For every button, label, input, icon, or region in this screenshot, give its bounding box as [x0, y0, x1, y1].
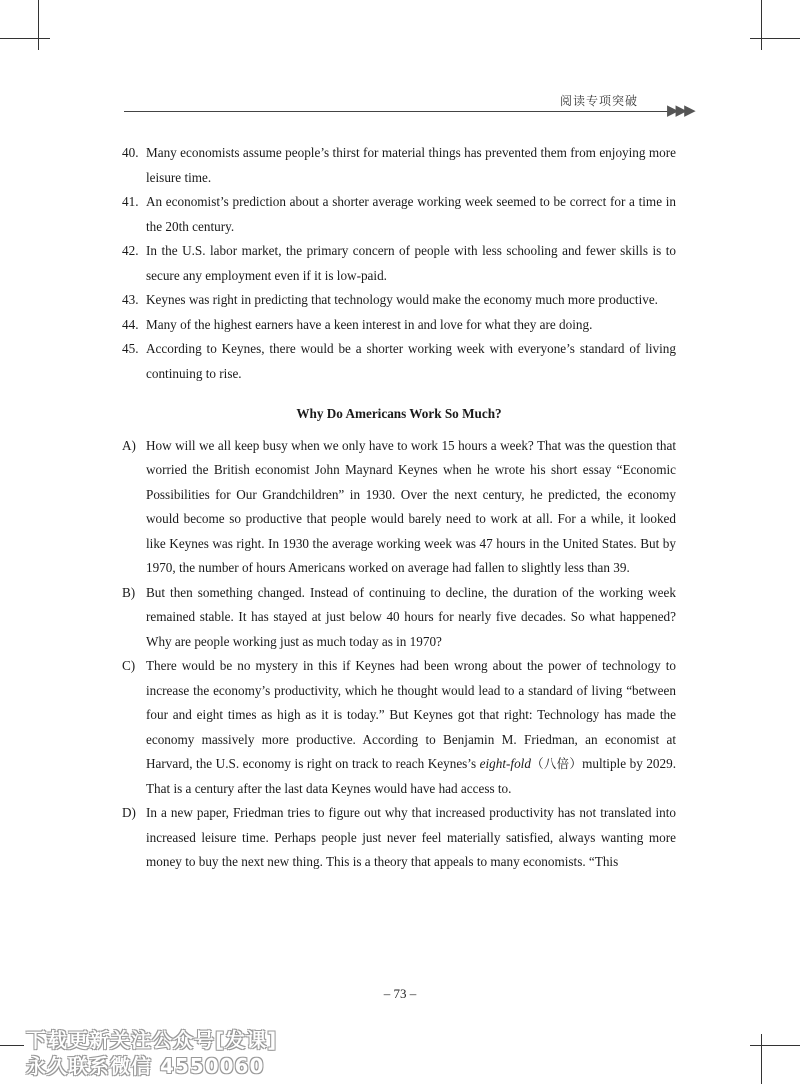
question-item [122, 190, 676, 239]
paragraph-text: There would be no mystery in this if Keynes had been wrong about the power of technology to increase the economy’s productivity, which he thought would lead to a standard of living “between four and eight times as high as it is today.” But Keynes got that right: Technology has made the economy massively more productive. According to Benjamin M. Friedman, an economist at Harvard, the U.S. economy is right on track to reach Keynes’s [146, 658, 676, 771]
article-paragraph-c [122, 654, 676, 801]
crop-mark-bottom-right-v [761, 1034, 762, 1084]
paragraph-text-continued: multiple by 2029. That is a century after the last data Keynes would have had access to. [146, 756, 676, 796]
question-number: 45. [122, 341, 139, 356]
question-text: An economist’s prediction about a shorter average working week seemed to be correct for a time in the 20th century. [146, 194, 676, 234]
paragraph-text: How will we all keep busy when we only have to work 15 hours a week? That was the question that worried the British economist John Maynard Keynes when he wrote his short essay “Economic Possibilities for Our Grandchildren” in 1930. Over the next century, he predicted, the economy would become so productive that people would barely need to work at all. For a while, it looked like Keynes was right. In 1930 the average working week was 47 hours in the United States. But by 1970, the number of hours Americans worked on average had fallen to slightly less than 39. [146, 437, 676, 575]
article-body [122, 434, 676, 875]
question-item [122, 288, 676, 313]
crop-mark-top-left-h [0, 38, 50, 39]
question-text: According to Keynes, there would be a shorter working week with everyone’s standard of living continuing to rise. [146, 341, 676, 381]
question-number: 44. [122, 316, 139, 332]
page-number: – 73 – [383, 986, 417, 1001]
crop-mark-top-right-h [750, 38, 800, 39]
article-paragraph-a [122, 434, 676, 581]
paragraph-label: B) [122, 584, 136, 600]
paragraph-text: In a new paper, Friedman tries to figure out why that increased productivity has not translated into increased leisure time. Perhaps people just never feel materially satisfied, always wanting more money to buy the next new thing. This is a theory that appeals to many economists. “This [146, 805, 676, 869]
chinese-gloss: （八倍） [530, 756, 583, 771]
header-arrows-icon: ▶▶▶ [667, 101, 693, 119]
running-header-rule [124, 111, 670, 112]
paragraph-label: C) [122, 658, 136, 673]
question-item [122, 239, 676, 288]
running-header-label: 阅读专项突破 [560, 94, 639, 108]
crop-mark-top-right-v [761, 0, 762, 50]
question-number: 42. [122, 243, 139, 258]
page-content [122, 141, 676, 875]
watermark-line-2: 永久联系微信 4550060 [26, 1054, 265, 1078]
crop-mark-bottom-left-h [0, 1045, 24, 1046]
question-number: 43. [122, 292, 139, 307]
paragraph-label: D) [122, 805, 136, 820]
italic-term: eight-fold [479, 756, 531, 771]
question-item [122, 141, 676, 190]
question-text: Many economists assume people’s thirst for material things has prevented them from enjoying more leisure time. [146, 145, 676, 185]
question-list [122, 141, 676, 386]
crop-mark-bottom-right-h [750, 1045, 800, 1046]
question-text: Keynes was right in predicting that technology would make the economy much more productive. [146, 292, 658, 307]
crop-mark-top-left-v [38, 0, 39, 50]
paragraph-label: A) [122, 437, 136, 453]
question-number: 41. [122, 194, 139, 209]
question-number: 40. [122, 145, 139, 160]
article-paragraph-b [122, 581, 676, 655]
question-text: Many of the highest earners have a keen interest in and love for what they are doing. [146, 316, 593, 332]
article-title: Why Do Americans Work So Much? [296, 406, 502, 421]
question-item [122, 337, 676, 386]
question-text: In the U.S. labor market, the primary concern of people with less schooling and fewer skills is to secure any employment even if it is low-paid. [146, 243, 676, 283]
watermark-line-1: 下载更新关注公众号[发课] [26, 1028, 278, 1052]
article-paragraph-d [122, 801, 676, 875]
question-item [122, 313, 676, 338]
paragraph-text: But then something changed. Instead of continuing to decline, the duration of the working week remained stable. It has stayed at just below 40 hours for nearly five decades. So what happened? Why are people working just as much today as in 1970? [146, 584, 676, 649]
